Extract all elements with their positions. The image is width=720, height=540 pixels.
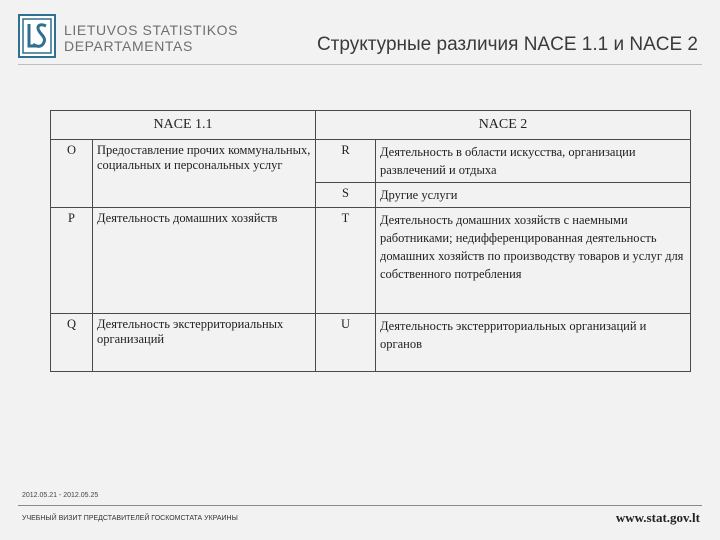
slide-title: Структурные различия NACE 1.1 и NACE 2 (316, 34, 698, 55)
nace2-description: Деятельность домашних хозяйств с наемными работниками; недифференцированная деятельность домашних хозяйств по производству товаров и услуг для собственного потребления (376, 208, 691, 314)
footer-caption: УЧЕБНЫЙ ВИЗИТ ПРЕДСТАВИТЕЛЕЙ ГОСКОМСТАТА УКРАИНЫ (22, 515, 238, 522)
table-row (51, 140, 691, 183)
header-nace2: NACE 2 (316, 111, 691, 140)
footer-divider (18, 505, 702, 506)
table-row (51, 208, 691, 314)
nace11-code: Q (51, 314, 93, 372)
footer-date: 2012.05.21 - 2012.05.25 (22, 492, 99, 499)
nace2-description: Деятельность в области искусства, организации развлечений и отдыха (376, 140, 691, 183)
nace2-code: S (316, 183, 376, 208)
title-divider (18, 64, 702, 65)
table-header-row (51, 111, 691, 140)
nace11-code: O (51, 140, 93, 208)
nace11-description: Деятельность экстерриториальных организаций (93, 314, 316, 372)
footer-url-link[interactable]: www.stat.gov.lt (615, 510, 700, 525)
nace-comparison-table (50, 110, 691, 372)
logo-line-2: DEPARTAMENTAS (64, 38, 193, 54)
nace11-description: Деятельность домашних хозяйств (93, 208, 316, 314)
statistics-lithuania-logo-icon (18, 14, 56, 58)
nace2-description: Деятельность экстерриториальных организаций и органов (376, 314, 691, 372)
nace2-code: T (316, 208, 376, 314)
header-nace11: NACE 1.1 (51, 111, 316, 140)
nace2-description: Другие услуги (376, 183, 691, 208)
table-row (51, 314, 691, 372)
nace2-code: U (316, 314, 376, 372)
nace2-code: R (316, 140, 376, 183)
nace11-code: P (51, 208, 93, 314)
nace11-description: Предоставление прочих коммунальных, социальных и персональных услуг (93, 140, 316, 208)
logo (18, 14, 258, 62)
logo-line-1: LIETUVOS STATISTIKOS (64, 22, 239, 38)
